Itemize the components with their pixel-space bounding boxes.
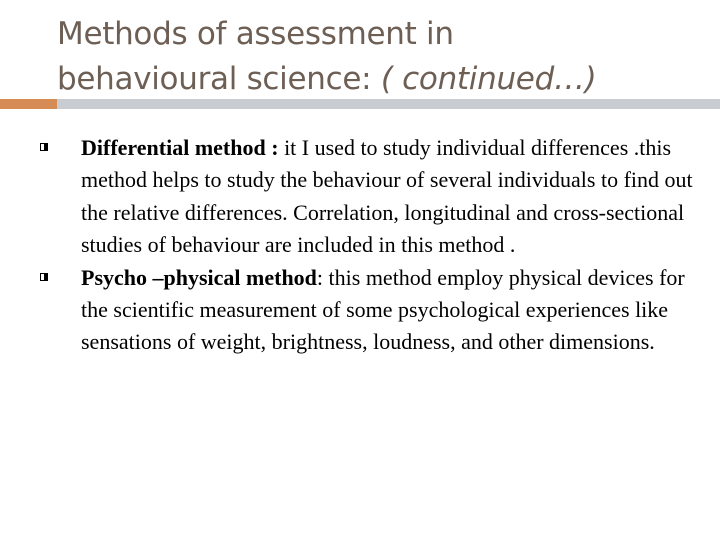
slide-title [57, 12, 697, 102]
square-bullet-icon [40, 273, 48, 281]
bullet-text: it I used to study individual differences .this method helps to study the behaviour of several individuals to find out the relative differences. Correlation, longitudinal and cross-sectional studies of behaviour are included in this method . [81, 135, 693, 258]
bullet-term: Differential method : [81, 135, 285, 160]
bullet-text: : this method employ physical devices for the scientific measurement of some psychological experiences like sensations of weight, brightness, loudness, and other dimensions. [81, 264, 685, 355]
title-line-1: Methods of assessment in [57, 16, 454, 52]
title-divider-line [57, 99, 720, 109]
title-line-2: behavioural science: [57, 61, 381, 97]
title-divider-accent [0, 99, 57, 109]
bullet-list [36, 132, 696, 359]
bullet-item-psycho-physical-method [36, 262, 696, 359]
title-continued: ( continued…) [380, 61, 597, 97]
square-bullet-icon [40, 143, 48, 151]
bullet-item-differential-method [36, 132, 696, 262]
bullet-term: Psycho –physical method [81, 264, 317, 290]
